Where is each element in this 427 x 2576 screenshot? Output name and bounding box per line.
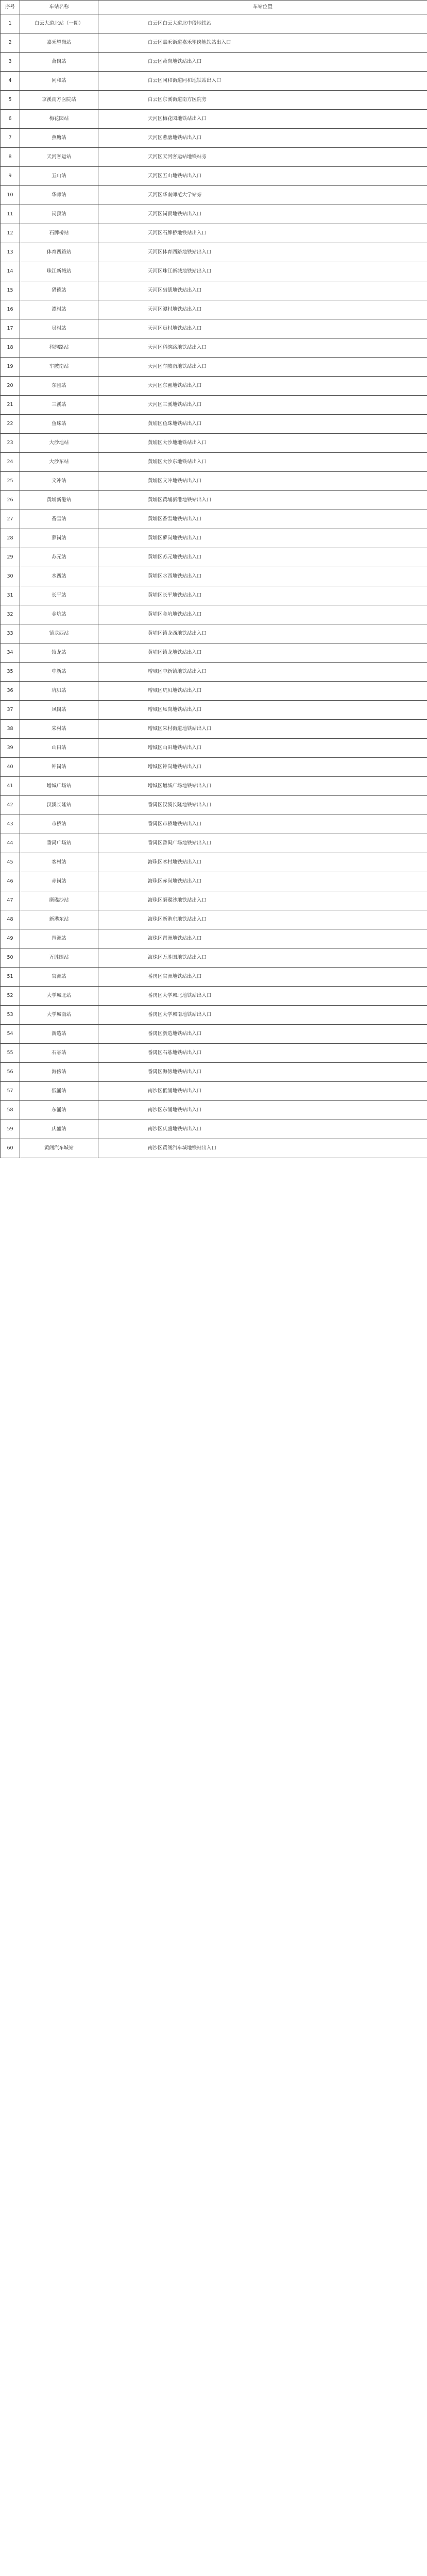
- station-location: 天河区东圃地铁站出入口: [98, 377, 427, 396]
- table-row: [1, 567, 427, 586]
- table-row: [1, 1044, 427, 1063]
- station-location: 白云区萧岗地铁站出入口: [98, 53, 427, 72]
- table-row: [1, 910, 427, 929]
- station-location: 海珠区新港东地铁站出入口: [98, 910, 427, 929]
- station-name: 镇龙西站: [20, 624, 98, 643]
- table-row: [1, 396, 427, 415]
- row-index: 54: [1, 1025, 20, 1044]
- station-name: 市桥站: [20, 815, 98, 834]
- row-index: 13: [1, 243, 20, 262]
- row-index: 24: [1, 453, 20, 472]
- station-name: 官洲站: [20, 968, 98, 987]
- station-location: 黄埔区大沙东地铁站出入口: [98, 453, 427, 472]
- row-index: 26: [1, 491, 20, 510]
- header-index: 序号: [1, 1, 20, 14]
- row-index: 39: [1, 739, 20, 758]
- row-index: 43: [1, 815, 20, 834]
- table-row: [1, 415, 427, 434]
- station-location: 番禺区大学城北地铁站出入口: [98, 987, 427, 1006]
- station-name: 潭村站: [20, 300, 98, 319]
- station-location: 天河区科韵路地铁站出入口: [98, 338, 427, 358]
- station-location: 增城区凤岗地铁站出入口: [98, 701, 427, 720]
- table-row: [1, 720, 427, 739]
- row-index: 50: [1, 948, 20, 968]
- table-row: [1, 358, 427, 377]
- row-index: 45: [1, 853, 20, 872]
- row-index: 20: [1, 377, 20, 396]
- station-name: 三溪站: [20, 396, 98, 415]
- table-row: [1, 281, 427, 300]
- station-name: 香雪站: [20, 510, 98, 529]
- table-row: [1, 186, 427, 205]
- table-row: [1, 548, 427, 567]
- station-name: 梅花园站: [20, 110, 98, 129]
- station-location: 天河区三溪地铁站出入口: [98, 396, 427, 415]
- station-location: 黄埔区金坑地铁站出入口: [98, 605, 427, 624]
- station-name: 东涌站: [20, 1101, 98, 1120]
- table-row: [1, 205, 427, 224]
- table-row: [1, 377, 427, 396]
- row-index: 23: [1, 434, 20, 453]
- table-row: [1, 663, 427, 682]
- table-row: [1, 1082, 427, 1101]
- table-row: [1, 14, 427, 33]
- table-row: [1, 815, 427, 834]
- station-name: 海傍站: [20, 1063, 98, 1082]
- table-row: [1, 682, 427, 701]
- table-row: [1, 948, 427, 968]
- row-index: 34: [1, 643, 20, 663]
- station-location: 南沙区东涌地铁站出入口: [98, 1101, 427, 1120]
- table-row: [1, 453, 427, 472]
- table-row: [1, 1120, 427, 1139]
- station-name: 石碁站: [20, 1044, 98, 1063]
- station-location: 番禺区石碁地铁站出入口: [98, 1044, 427, 1063]
- table-row: [1, 434, 427, 453]
- station-location: 天河区潭村地铁站出入口: [98, 300, 427, 319]
- station-name: 中新站: [20, 663, 98, 682]
- table-row: [1, 872, 427, 891]
- station-location: 白云区同和街道同和地铁站出入口: [98, 72, 427, 91]
- row-index: 3: [1, 53, 20, 72]
- station-location: 黄埔区黄埔新港地铁站出入口: [98, 491, 427, 510]
- row-index: 11: [1, 205, 20, 224]
- table-header-row: [1, 1, 427, 14]
- station-name: 猎德站: [20, 281, 98, 300]
- table-row: [1, 1139, 427, 1158]
- row-index: 37: [1, 701, 20, 720]
- row-index: 27: [1, 510, 20, 529]
- station-name: 同和站: [20, 72, 98, 91]
- row-index: 15: [1, 281, 20, 300]
- table-row: [1, 472, 427, 491]
- station-name: 大沙地站: [20, 434, 98, 453]
- row-index: 22: [1, 415, 20, 434]
- station-location: 增城区钟岗地铁站出入口: [98, 758, 427, 777]
- row-index: 38: [1, 720, 20, 739]
- station-name: 黄埔新港站: [20, 491, 98, 510]
- station-name: 低涌站: [20, 1082, 98, 1101]
- station-name: 燕塘站: [20, 129, 98, 148]
- table-row: [1, 1006, 427, 1025]
- row-index: 28: [1, 529, 20, 548]
- station-location: 南沙区黄阁汽车城地铁站出入口: [98, 1139, 427, 1158]
- station-name: 水西站: [20, 567, 98, 586]
- row-index: 9: [1, 167, 20, 186]
- station-location: 天河区体育西路地铁站出入口: [98, 243, 427, 262]
- station-location: 番禺区市桥地铁站出入口: [98, 815, 427, 834]
- station-location: 天河区珠江新城地铁站出入口: [98, 262, 427, 281]
- station-location: 黄埔区苏元地铁站出入口: [98, 548, 427, 567]
- row-index: 7: [1, 129, 20, 148]
- row-index: 31: [1, 586, 20, 605]
- row-index: 25: [1, 472, 20, 491]
- station-name: 新造站: [20, 1025, 98, 1044]
- station-location: 海珠区赤岗地铁站出入口: [98, 872, 427, 891]
- station-location: 海珠区磨碟沙地铁站出入口: [98, 891, 427, 910]
- station-name: 大学城北站: [20, 987, 98, 1006]
- row-index: 57: [1, 1082, 20, 1101]
- station-name: 长平站: [20, 586, 98, 605]
- station-name: 坑贝站: [20, 682, 98, 701]
- station-location: 黄埔区文冲地铁站出入口: [98, 472, 427, 491]
- row-index: 58: [1, 1101, 20, 1120]
- station-name: 朱村站: [20, 720, 98, 739]
- row-index: 32: [1, 605, 20, 624]
- station-name: 白云大道北站（一期）: [20, 14, 98, 33]
- table-row: [1, 701, 427, 720]
- station-location: 天河区员村地铁站出入口: [98, 319, 427, 338]
- station-location: 增城区中新镇地铁站出入口: [98, 663, 427, 682]
- row-index: 6: [1, 110, 20, 129]
- station-location: 番禺区大学城南地铁站出入口: [98, 1006, 427, 1025]
- row-index: 48: [1, 910, 20, 929]
- station-name: 天河客运站: [20, 148, 98, 167]
- row-index: 53: [1, 1006, 20, 1025]
- table-row: [1, 319, 427, 338]
- station-location: 增城区增城广场地铁站出入口: [98, 777, 427, 796]
- station-location: 番禺区新造地铁站出入口: [98, 1025, 427, 1044]
- table-row: [1, 968, 427, 987]
- table-row: [1, 262, 427, 281]
- station-location: 天河区天河客运站地铁站旁: [98, 148, 427, 167]
- table-row: [1, 739, 427, 758]
- row-index: 46: [1, 872, 20, 891]
- station-location: 南沙区低涌地铁站出入口: [98, 1082, 427, 1101]
- table-row: [1, 643, 427, 663]
- row-index: 52: [1, 987, 20, 1006]
- table-row: [1, 167, 427, 186]
- station-location: 天河区岗顶地铁站出入口: [98, 205, 427, 224]
- table-row: [1, 110, 427, 129]
- table-row: [1, 834, 427, 853]
- table-row: [1, 529, 427, 548]
- table-row: [1, 72, 427, 91]
- station-name: 鱼珠站: [20, 415, 98, 434]
- station-name: 增城广场站: [20, 777, 98, 796]
- table-row: [1, 605, 427, 624]
- station-location: 海珠区客村地铁站出入口: [98, 853, 427, 872]
- row-index: 40: [1, 758, 20, 777]
- row-index: 2: [1, 33, 20, 53]
- table-row: [1, 91, 427, 110]
- table-row: [1, 987, 427, 1006]
- table-row: [1, 491, 427, 510]
- table-row: [1, 53, 427, 72]
- station-name: 新港东站: [20, 910, 98, 929]
- station-name: 大学城南站: [20, 1006, 98, 1025]
- row-index: 18: [1, 338, 20, 358]
- station-location: 黄埔区萝岗地铁站出入口: [98, 529, 427, 548]
- station-location: 番禺区官洲地铁站出入口: [98, 968, 427, 987]
- table-row: [1, 891, 427, 910]
- row-index: 29: [1, 548, 20, 567]
- row-index: 47: [1, 891, 20, 910]
- station-name: 黄阁汽车城站: [20, 1139, 98, 1158]
- table-row: [1, 777, 427, 796]
- station-name: 客村站: [20, 853, 98, 872]
- station-name: 磨碟沙站: [20, 891, 98, 910]
- table-row: [1, 300, 427, 319]
- table-row: [1, 624, 427, 643]
- row-index: 41: [1, 777, 20, 796]
- table-row: [1, 1025, 427, 1044]
- station-name: 东圃站: [20, 377, 98, 396]
- station-name: 番禺广场站: [20, 834, 98, 853]
- station-location: 天河区五山地铁站出入口: [98, 167, 427, 186]
- station-name: 车陂南站: [20, 358, 98, 377]
- row-index: 59: [1, 1120, 20, 1139]
- station-name: 大沙东站: [20, 453, 98, 472]
- station-location: 增城区朱村街道地铁站出入口: [98, 720, 427, 739]
- station-name: 体育西路站: [20, 243, 98, 262]
- table-row: [1, 1063, 427, 1082]
- station-location: 黄埔区长平地铁站出入口: [98, 586, 427, 605]
- row-index: 56: [1, 1063, 20, 1082]
- row-index: 1: [1, 14, 20, 33]
- station-name: 镇龙站: [20, 643, 98, 663]
- station-name: 万胜围站: [20, 948, 98, 968]
- station-name: 赤岗站: [20, 872, 98, 891]
- station-location: 白云区京溪街道南方医院旁: [98, 91, 427, 110]
- row-index: 55: [1, 1044, 20, 1063]
- station-name: 汉溪长隆站: [20, 796, 98, 815]
- row-index: 16: [1, 300, 20, 319]
- station-name: 庆盛站: [20, 1120, 98, 1139]
- station-location: 番禺区番禺广场地铁站出入口: [98, 834, 427, 853]
- station-rows: [1, 14, 427, 1158]
- row-index: 30: [1, 567, 20, 586]
- station-name: 琶洲站: [20, 929, 98, 948]
- station-location: 黄埔区香雪地铁站出入口: [98, 510, 427, 529]
- station-location: 黄埔区镇龙西地铁站出入口: [98, 624, 427, 643]
- station-location: 番禺区海傍地铁站出入口: [98, 1063, 427, 1082]
- station-name: 萧岗站: [20, 53, 98, 72]
- table-row: [1, 338, 427, 358]
- station-name: 文冲站: [20, 472, 98, 491]
- station-name: 珠江新城站: [20, 262, 98, 281]
- table-row: [1, 1101, 427, 1120]
- table-row: [1, 510, 427, 529]
- row-index: 42: [1, 796, 20, 815]
- station-location: 增城区山田地铁站出入口: [98, 739, 427, 758]
- station-location: 天河区车陂南地铁站出入口: [98, 358, 427, 377]
- station-name: 岗顶站: [20, 205, 98, 224]
- row-index: 60: [1, 1139, 20, 1158]
- station-location: 天河区梅花园地铁站出入口: [98, 110, 427, 129]
- station-location: 海珠区万胜围地铁站出入口: [98, 948, 427, 968]
- row-index: 14: [1, 262, 20, 281]
- station-name: 石牌桥站: [20, 224, 98, 243]
- station-location: 黄埔区镇龙地铁站出入口: [98, 643, 427, 663]
- row-index: 49: [1, 929, 20, 948]
- station-location: 天河区石牌桥地铁站出入口: [98, 224, 427, 243]
- row-index: 44: [1, 834, 20, 853]
- station-location: 天河区燕塘地铁站出入口: [98, 129, 427, 148]
- header-station-name: 车站名称: [20, 1, 98, 14]
- station-location: 黄埔区鱼珠地铁站出入口: [98, 415, 427, 434]
- station-name: 员村站: [20, 319, 98, 338]
- station-name: 萝岗站: [20, 529, 98, 548]
- station-location: 南沙区庆盛地铁站出入口: [98, 1120, 427, 1139]
- station-location: 白云区白云大道北中段地铁站: [98, 14, 427, 33]
- station-name: 钟岗站: [20, 758, 98, 777]
- station-location: 黄埔区大沙地地铁站出入口: [98, 434, 427, 453]
- table-row: [1, 148, 427, 167]
- station-name: 金坑站: [20, 605, 98, 624]
- row-index: 17: [1, 319, 20, 338]
- row-index: 51: [1, 968, 20, 987]
- row-index: 19: [1, 358, 20, 377]
- station-name: 山田站: [20, 739, 98, 758]
- table-row: [1, 224, 427, 243]
- row-index: 12: [1, 224, 20, 243]
- table-row: [1, 758, 427, 777]
- table-row: [1, 33, 427, 53]
- station-location: 黄埔区水西地铁站出入口: [98, 567, 427, 586]
- station-name: 嘉禾望岗站: [20, 33, 98, 53]
- station-name: 科韵路站: [20, 338, 98, 358]
- row-index: 8: [1, 148, 20, 167]
- station-name: 五山站: [20, 167, 98, 186]
- table-row: [1, 129, 427, 148]
- station-location: 增城区坑贝地铁站出入口: [98, 682, 427, 701]
- station-name: 京溪南方医院站: [20, 91, 98, 110]
- station-name: 华师站: [20, 186, 98, 205]
- station-location: 天河区猎德地铁站出入口: [98, 281, 427, 300]
- row-index: 4: [1, 72, 20, 91]
- row-index: 36: [1, 682, 20, 701]
- row-index: 21: [1, 396, 20, 415]
- station-table: [0, 0, 427, 1158]
- station-list-document: [0, 0, 427, 1158]
- station-location: 海珠区琶洲地铁站出入口: [98, 929, 427, 948]
- table-row: [1, 796, 427, 815]
- table-row: [1, 243, 427, 262]
- station-location: 白云区嘉禾街道嘉禾望岗地铁站出入口: [98, 33, 427, 53]
- station-name: 凤岗站: [20, 701, 98, 720]
- row-index: 10: [1, 186, 20, 205]
- row-index: 33: [1, 624, 20, 643]
- station-location: 天河区华南师范大学站旁: [98, 186, 427, 205]
- table-row: [1, 929, 427, 948]
- row-index: 35: [1, 663, 20, 682]
- row-index: 5: [1, 91, 20, 110]
- header-station-location: 车站位置: [98, 1, 427, 14]
- table-row: [1, 853, 427, 872]
- station-name: 苏元站: [20, 548, 98, 567]
- table-row: [1, 586, 427, 605]
- station-location: 番禺区汉溪长隆地铁站出入口: [98, 796, 427, 815]
